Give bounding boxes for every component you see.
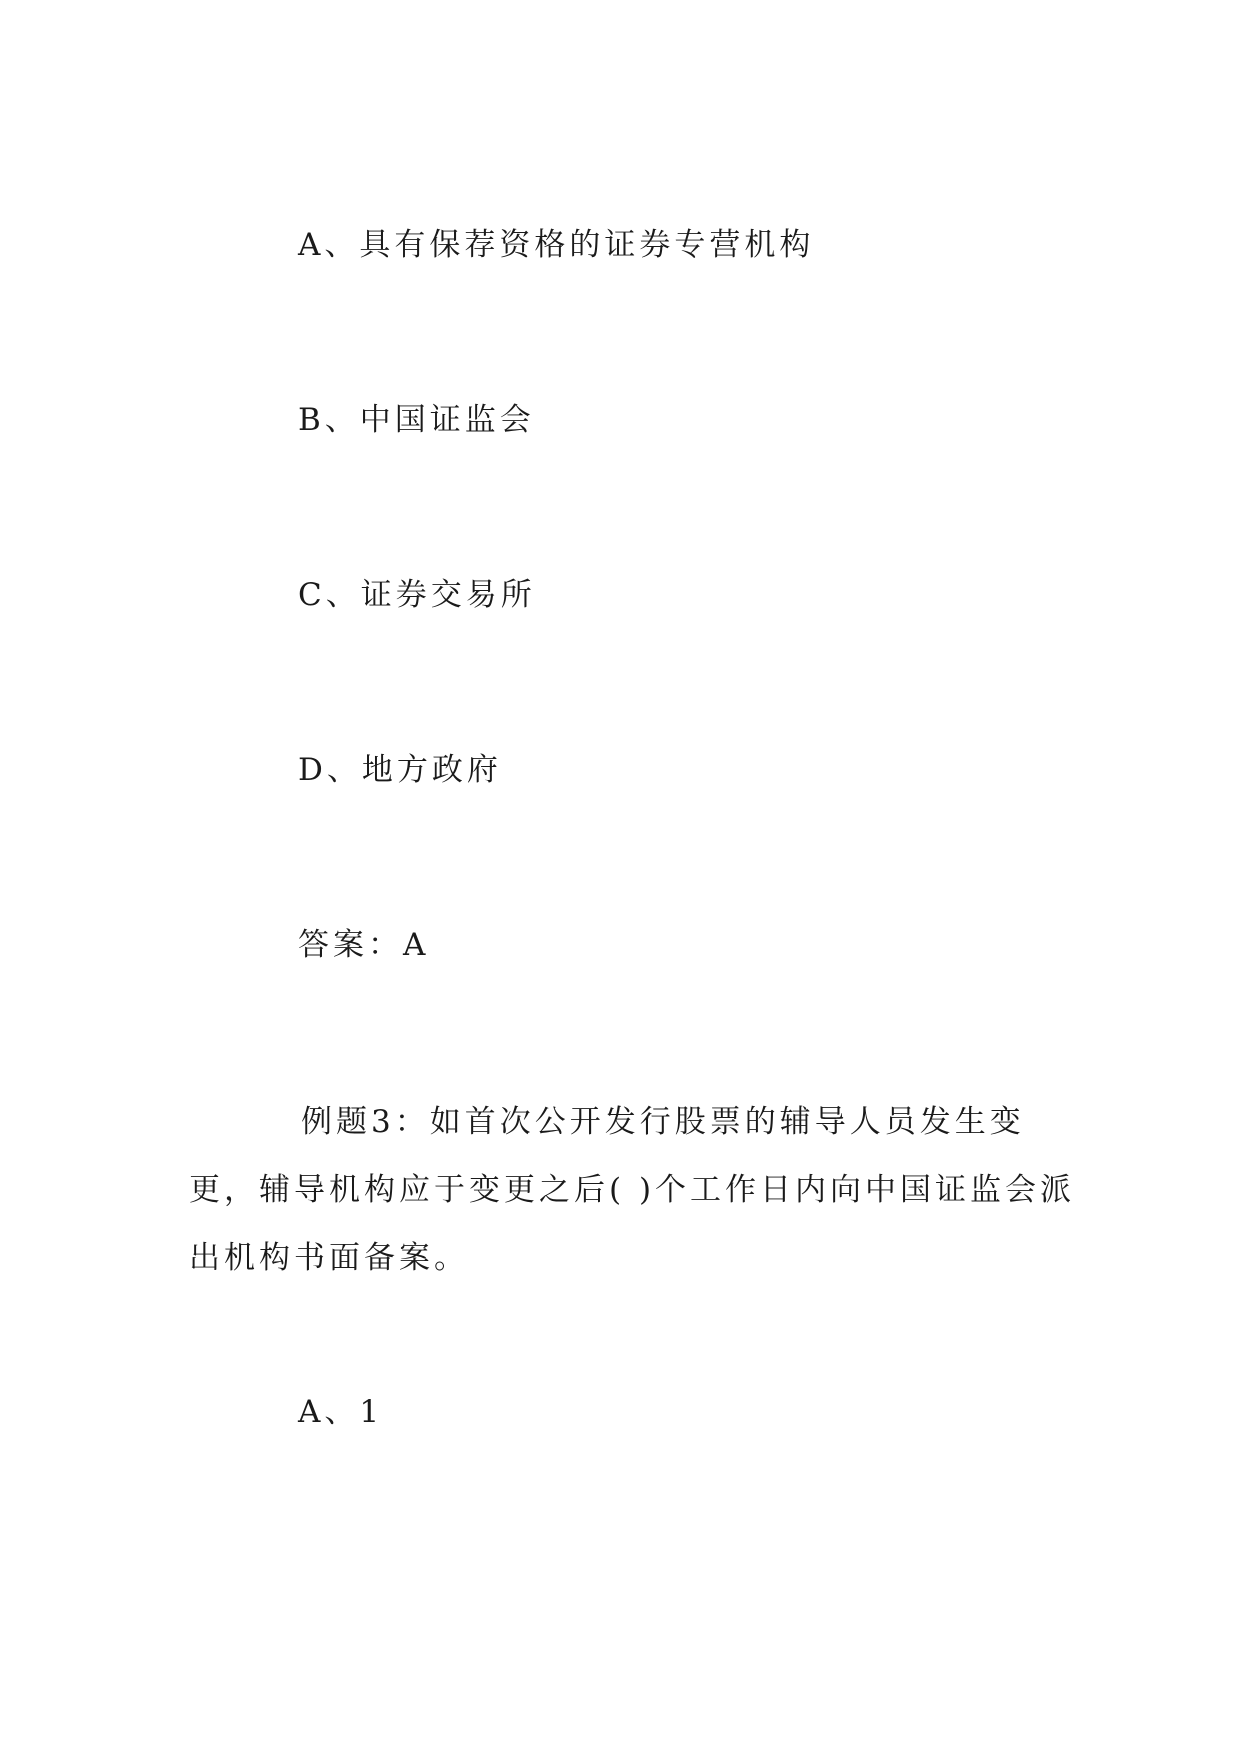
option-b: B、中国证监会 xyxy=(298,402,535,438)
option-a: A、具有保荐资格的证券专营机构 xyxy=(298,227,815,263)
option-d: D、地方政府 xyxy=(298,752,502,788)
question-3-text: 例题3：如首次公开发行股票的辅导人员发生变更，辅导机构应于变更之后( )个工作日内向中国证监会派出机构书面备案。 xyxy=(189,1104,1076,1276)
option-c: C、证券交易所 xyxy=(298,577,536,613)
answer-text: 答案：A xyxy=(298,927,430,963)
question-3-option-a: A、1 xyxy=(298,1394,384,1430)
